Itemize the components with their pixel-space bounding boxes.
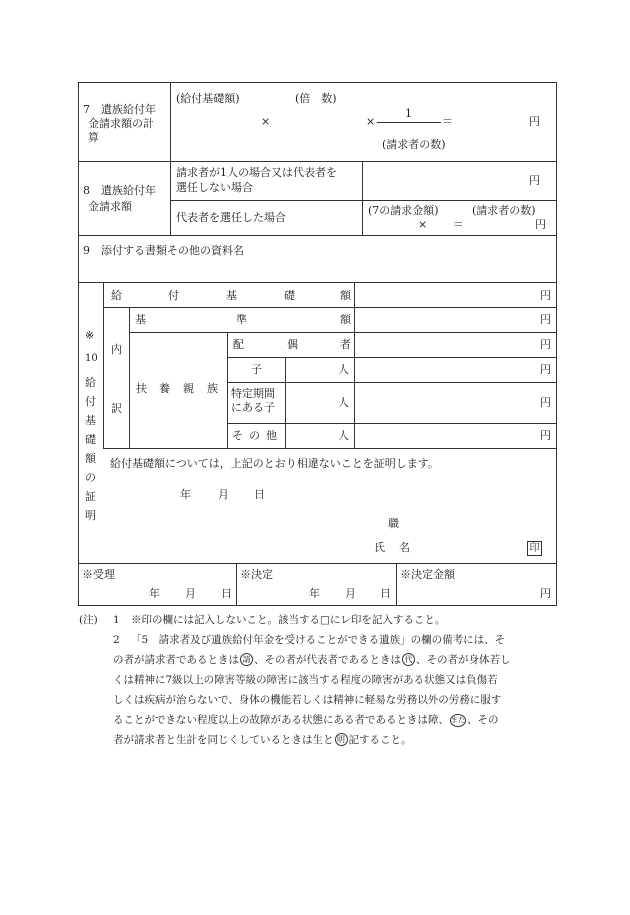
table-border-top <box>78 82 557 83</box>
standard-label-char: 額 <box>340 313 351 326</box>
cert-name-char: 名 <box>399 541 410 554</box>
col-label-divider <box>170 82 171 236</box>
note-1-text: ※印の欄には記入しないこと。該当する□にレ印を記入すること。 <box>131 614 446 626</box>
sec10-row-b <box>129 332 557 333</box>
sec10-row-d <box>227 382 557 383</box>
sec10-breakdown-divider <box>129 307 130 449</box>
bottom-divider-2 <box>396 563 397 606</box>
spouse-label-char: 配 <box>233 338 244 351</box>
other-unit: 人 <box>338 429 349 442</box>
total-label-char: 給 <box>111 289 122 302</box>
receipt-date-char: 年 <box>149 587 160 600</box>
sec10-side-char: 額 <box>85 452 96 465</box>
sec10-side-char: 基 <box>85 414 96 427</box>
sec10-side-char: 10 <box>85 353 98 364</box>
other-label-char: の <box>249 429 260 442</box>
circled-mata-mark: また <box>450 714 466 727</box>
sec8-row2-header-b: (請求者の数) <box>472 204 536 217</box>
child-unit: 人 <box>338 363 349 376</box>
seal-mark: 印 <box>527 541 542 556</box>
cert-date-char: 月 <box>218 488 229 501</box>
sec7-label-3: 算 <box>88 131 99 144</box>
sec7-times-2: × <box>366 115 376 128</box>
total-label-char: 礎 <box>284 289 295 302</box>
total-label-char: 額 <box>340 289 351 302</box>
total-label-char: 付 <box>168 289 179 302</box>
sep-8-rows <box>170 200 557 201</box>
decision-label: ※決定 <box>240 568 273 581</box>
sec10-row-c <box>227 357 557 358</box>
note-2-line: くは精神に7級以上の障害等級の障害に該当する程度の障害がある状態又は負傷若 <box>113 674 498 686</box>
standard-yen: 円 <box>540 313 551 326</box>
note-1-number: 1 <box>113 614 120 626</box>
sec8-row1-line2: 選任しない場合 <box>176 181 253 194</box>
spouse-label-char: 者 <box>340 338 351 351</box>
sec7-denominator: (請求者の数) <box>382 138 446 151</box>
sec10-side-char: 礎 <box>85 433 96 446</box>
sec7-label-2: 金請求額の計 <box>88 117 154 130</box>
note-2-number: 2 <box>113 634 120 646</box>
bottom-divider-1 <box>236 563 237 606</box>
sep-7-8 <box>78 161 557 162</box>
cert-date-char: 年 <box>180 488 191 501</box>
sec10-row-a <box>103 307 557 308</box>
receipt-label: ※受理 <box>82 568 115 581</box>
sec10-row-e <box>227 423 557 424</box>
other-label-char: 他 <box>266 429 277 442</box>
cert-date-char: 日 <box>254 488 265 501</box>
child-label: 子 <box>251 363 262 376</box>
sec7-yen: 円 <box>529 115 540 128</box>
receipt-date-char: 月 <box>185 587 196 600</box>
note-2-line: 者が請求者と生計を同じくしているときは生と 明 記すること。 <box>113 734 412 746</box>
sec8-row2-times: × <box>418 218 428 231</box>
sec8-inner-divider <box>362 161 363 236</box>
total-yen: 円 <box>540 289 551 302</box>
dependents-char: 族 <box>207 382 218 395</box>
sec10-row-f <box>103 448 557 449</box>
special-child-label-1: 特定期間 <box>231 387 275 400</box>
sep-9-10 <box>78 282 557 283</box>
child-yen: 円 <box>540 363 551 376</box>
sec7-base-header: (給付基礎額) <box>176 92 240 105</box>
sec8-label-1: 8 遺族給付年 <box>83 184 156 197</box>
sec10-side-char: 証 <box>85 490 96 503</box>
sec10-side-char: ※ <box>85 329 95 342</box>
special-child-yen: 円 <box>540 396 551 409</box>
breakdown-char: 訳 <box>111 402 122 415</box>
sec8-row1-yen: 円 <box>529 174 540 187</box>
sec8-row2-equals: ＝ <box>453 218 464 231</box>
note-2-line: しくは疾病が治らないで、身体の機能若しくは精神に軽易な労務以外の労務に服す <box>113 694 502 706</box>
standard-label-char: 基 <box>135 313 146 326</box>
circled-dai-mark: 代 <box>402 653 415 666</box>
certification-text: 給付基礎額については，上記のとおり相違ないことを証明します。 <box>110 457 439 470</box>
sec9-label: 9 添付する書類その他の資料名 <box>83 244 244 257</box>
other-label-char: そ <box>232 429 243 442</box>
sec7-times-1: × <box>261 115 271 128</box>
sec10-side-char: の <box>85 471 96 484</box>
dependents-char: 扶 <box>136 382 147 395</box>
spouse-label-char: 偶 <box>287 338 298 351</box>
receipt-date-char: 日 <box>221 587 232 600</box>
special-child-label-2: にある子 <box>231 401 275 414</box>
cert-position-label: 職 <box>388 517 399 530</box>
sec7-numerator: 1 <box>405 107 412 120</box>
circled-mei-mark: 明 <box>335 733 348 746</box>
sec10-side-char: 付 <box>85 395 96 408</box>
sec7-fraction-bar <box>377 122 441 123</box>
decision-date-char: 日 <box>380 587 391 600</box>
special-child-unit: 人 <box>338 396 349 409</box>
sec7-multiplier-header: (倍 数) <box>295 92 337 105</box>
sec10-side-char: 給 <box>85 376 96 389</box>
decision-date-char: 月 <box>345 587 356 600</box>
spouse-yen: 円 <box>540 338 551 351</box>
breakdown-char: 内 <box>111 343 122 356</box>
decision-date-char: 年 <box>309 587 320 600</box>
decided-amount-label: ※決定金額 <box>400 568 455 581</box>
cert-name-char: 氏 <box>374 541 385 554</box>
circled-sei-mark: 請 <box>240 653 253 666</box>
dependents-char: 養 <box>159 382 170 395</box>
sec8-row2-yen: 円 <box>535 218 546 231</box>
sec7-equals: ＝ <box>442 115 453 128</box>
decided-amount-yen: 円 <box>540 587 551 600</box>
total-label-char: 基 <box>226 289 237 302</box>
sec8-row2-label: 代表者を選任した場合 <box>176 211 286 224</box>
sec10-unit-divider <box>285 357 286 449</box>
sec8-row2-header-a: (7の請求金額) <box>368 204 439 217</box>
sec10-dep-divider <box>227 332 228 449</box>
sec7-label-1: 7 遺族給付年 <box>83 103 156 116</box>
other-yen: 円 <box>540 429 551 442</box>
note-2-line: の者が請求者であるときは 請 、その者が代表者であるときは 代 、その者が身体若し <box>113 654 511 666</box>
note-2-line: 「5 請求者及び遺族給付年金を受けることができる遺族」の欄の備考には、そ <box>131 634 506 646</box>
notes-heading: (注) <box>79 614 98 626</box>
sec8-label-2: 金請求額 <box>88 200 132 213</box>
sec8-row1-line1: 請求者が1人の場合又は代表者を <box>176 166 337 179</box>
standard-label-char: 準 <box>236 313 247 326</box>
table-border-bottom <box>78 605 557 606</box>
sep-8-9 <box>78 235 557 236</box>
sec10-side-char: 明 <box>85 509 96 522</box>
note-2-line: ることができない程度以上の故障がある状態にある者であるときは障、 また 、その <box>113 714 499 726</box>
bottom-row-top <box>78 563 557 564</box>
dependents-char: 親 <box>183 382 194 395</box>
